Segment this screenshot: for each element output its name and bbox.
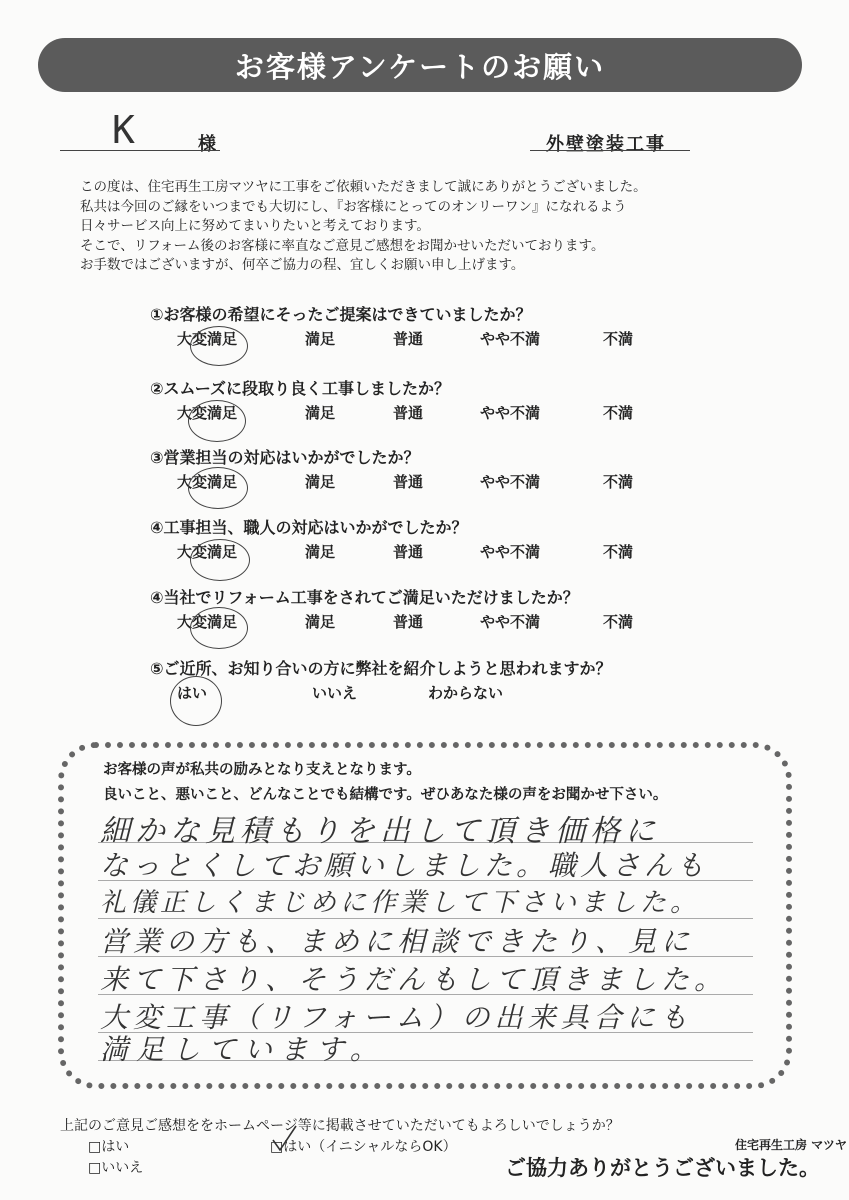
- option-dissatisfied[interactable]: 不満: [603, 473, 634, 491]
- option-normal[interactable]: 普通: [393, 543, 424, 561]
- handwritten-comment-line: 満足しています。: [100, 1033, 386, 1066]
- option-somewhat-dissatisfied[interactable]: やや不満: [480, 404, 541, 422]
- name-underline: [60, 150, 220, 151]
- option-satisfied[interactable]: 満足: [305, 613, 336, 631]
- intro-line: 私共は今回のご縁をいつまでも大切にし、『お客様にとってのオンリーワン』になれるよう: [80, 198, 627, 215]
- handwritten-comment-line: なっとくしてお願いしました。職人さんも: [100, 849, 709, 882]
- handwritten-comment-line: 営業の方も、まめに相談できたり、見に: [100, 925, 695, 958]
- handwritten-comment-line: 礼儀正しくまじめに作業して下さいました。: [100, 888, 701, 918]
- option-dissatisfied[interactable]: 不満: [603, 613, 634, 631]
- selection-circle: [190, 607, 248, 649]
- question-text: ①お客様の希望にそったご提案はできていましたか？: [150, 305, 532, 324]
- option-satisfied[interactable]: 満足: [305, 330, 336, 348]
- closing-message: ご協力ありがとうございました。: [505, 1156, 820, 1180]
- intro-line: この度は、住宅再生工房マツヤに工事をご依頼いただきまして誠にありがとうございました。: [80, 179, 647, 195]
- option-dissatisfied[interactable]: 不満: [603, 330, 634, 348]
- option-satisfied[interactable]: 満足: [305, 543, 336, 561]
- option-very-satisfied[interactable]: 大変満足: [177, 473, 238, 491]
- question-5: [150, 585, 634, 633]
- feedback-heading: お客様の声が私共の励みとなり支えとなります。: [103, 762, 421, 778]
- publish-question: 上記のご意見ご感想ををホームページ等に掲載させていただいてもよろしいでしょうか？: [60, 1118, 620, 1134]
- feedback-subheading: 良いこと、悪いこと、どんなことでも結構です。ぜひあなた様の声をお聞かせ下さい。: [103, 787, 668, 803]
- question-3: [150, 445, 634, 493]
- selection-circle: [188, 400, 246, 442]
- intro-line: そこで、リフォーム後のお客様に率直なご意見ご感想をお聞かせいただいております。: [80, 237, 605, 254]
- option-satisfied[interactable]: 満足: [305, 473, 336, 491]
- option-no[interactable]: いいえ: [312, 684, 358, 702]
- option-somewhat-dissatisfied[interactable]: やや不満: [480, 613, 541, 631]
- option-very-satisfied[interactable]: 大変満足: [177, 543, 238, 561]
- handwritten-comment-line: 大変工事（リフォーム）の出来具合にも: [100, 1001, 693, 1034]
- question-text: ④当社でリフォーム工事をされてご満足いただけましたか？: [150, 588, 579, 607]
- customer-name: K: [112, 108, 135, 152]
- intro-line: お手数ではございますが、何卒ご協力の程、宜しくお願い申し上げます。: [80, 257, 525, 273]
- publish-yes-checkbox[interactable]: □はい: [88, 1139, 130, 1155]
- option-dissatisfied[interactable]: 不満: [603, 543, 634, 561]
- option-normal[interactable]: 普通: [393, 404, 424, 422]
- handwritten-comment-line: 来て下さり、そうだんもして頂きました。: [100, 963, 728, 996]
- customer-suffix: 様: [198, 134, 216, 155]
- option-somewhat-dissatisfied[interactable]: やや不満: [480, 543, 541, 561]
- question-text: ③営業担当の対応はいかがでしたか？: [150, 448, 420, 467]
- question-text: ②スムーズに段取り良く工事しましたか？: [150, 379, 450, 398]
- option-very-satisfied[interactable]: 大変満足: [177, 330, 238, 348]
- intro-line: 日々サービス向上に努めてまいりたいと考えております。: [80, 218, 430, 234]
- selection-circle: [170, 676, 222, 726]
- selection-circle: [190, 539, 250, 581]
- option-very-satisfied[interactable]: 大変満足: [177, 613, 238, 631]
- option-normal[interactable]: 普通: [393, 330, 424, 348]
- option-somewhat-dissatisfied[interactable]: やや不満: [480, 330, 541, 348]
- selection-circle: [190, 326, 248, 366]
- title-banner: [38, 38, 802, 92]
- option-dissatisfied[interactable]: 不満: [603, 404, 634, 422]
- publish-initial-checkbox[interactable]: □はい（イニシャルならOK）: [270, 1139, 457, 1155]
- question-2: [150, 376, 634, 424]
- option-yes[interactable]: はい: [177, 684, 208, 702]
- option-normal[interactable]: 普通: [393, 613, 424, 631]
- option-very-satisfied[interactable]: 大変満足: [177, 404, 238, 422]
- check-mark-icon: [270, 1124, 300, 1154]
- question-text: ④工事担当、職人の対応はいかがでしたか？: [150, 518, 468, 537]
- question-6: [150, 656, 612, 704]
- question-text: ⑤ご近所、お知り合いの方に弊社を紹介しようと思われますか？: [150, 659, 612, 678]
- option-dont-know[interactable]: わからない: [428, 684, 504, 702]
- option-normal[interactable]: 普通: [393, 473, 424, 491]
- option-satisfied[interactable]: 満足: [305, 404, 336, 422]
- work-type-underline: [530, 150, 690, 151]
- work-type: 外壁塗装工事: [546, 134, 666, 155]
- question-1: [150, 302, 634, 350]
- publish-no-checkbox[interactable]: □いいえ: [88, 1160, 144, 1176]
- page-title: お客様アンケートのお願い: [234, 49, 606, 84]
- handwritten-comment-line: 細かな見積もりを出して頂き価格に: [100, 814, 660, 849]
- intro-text: [80, 178, 647, 276]
- brand-logo: 住宅再生工房 マツヤ: [735, 1138, 847, 1152]
- question-4: [150, 515, 634, 563]
- selection-circle: [188, 467, 248, 509]
- option-somewhat-dissatisfied[interactable]: やや不満: [480, 473, 541, 491]
